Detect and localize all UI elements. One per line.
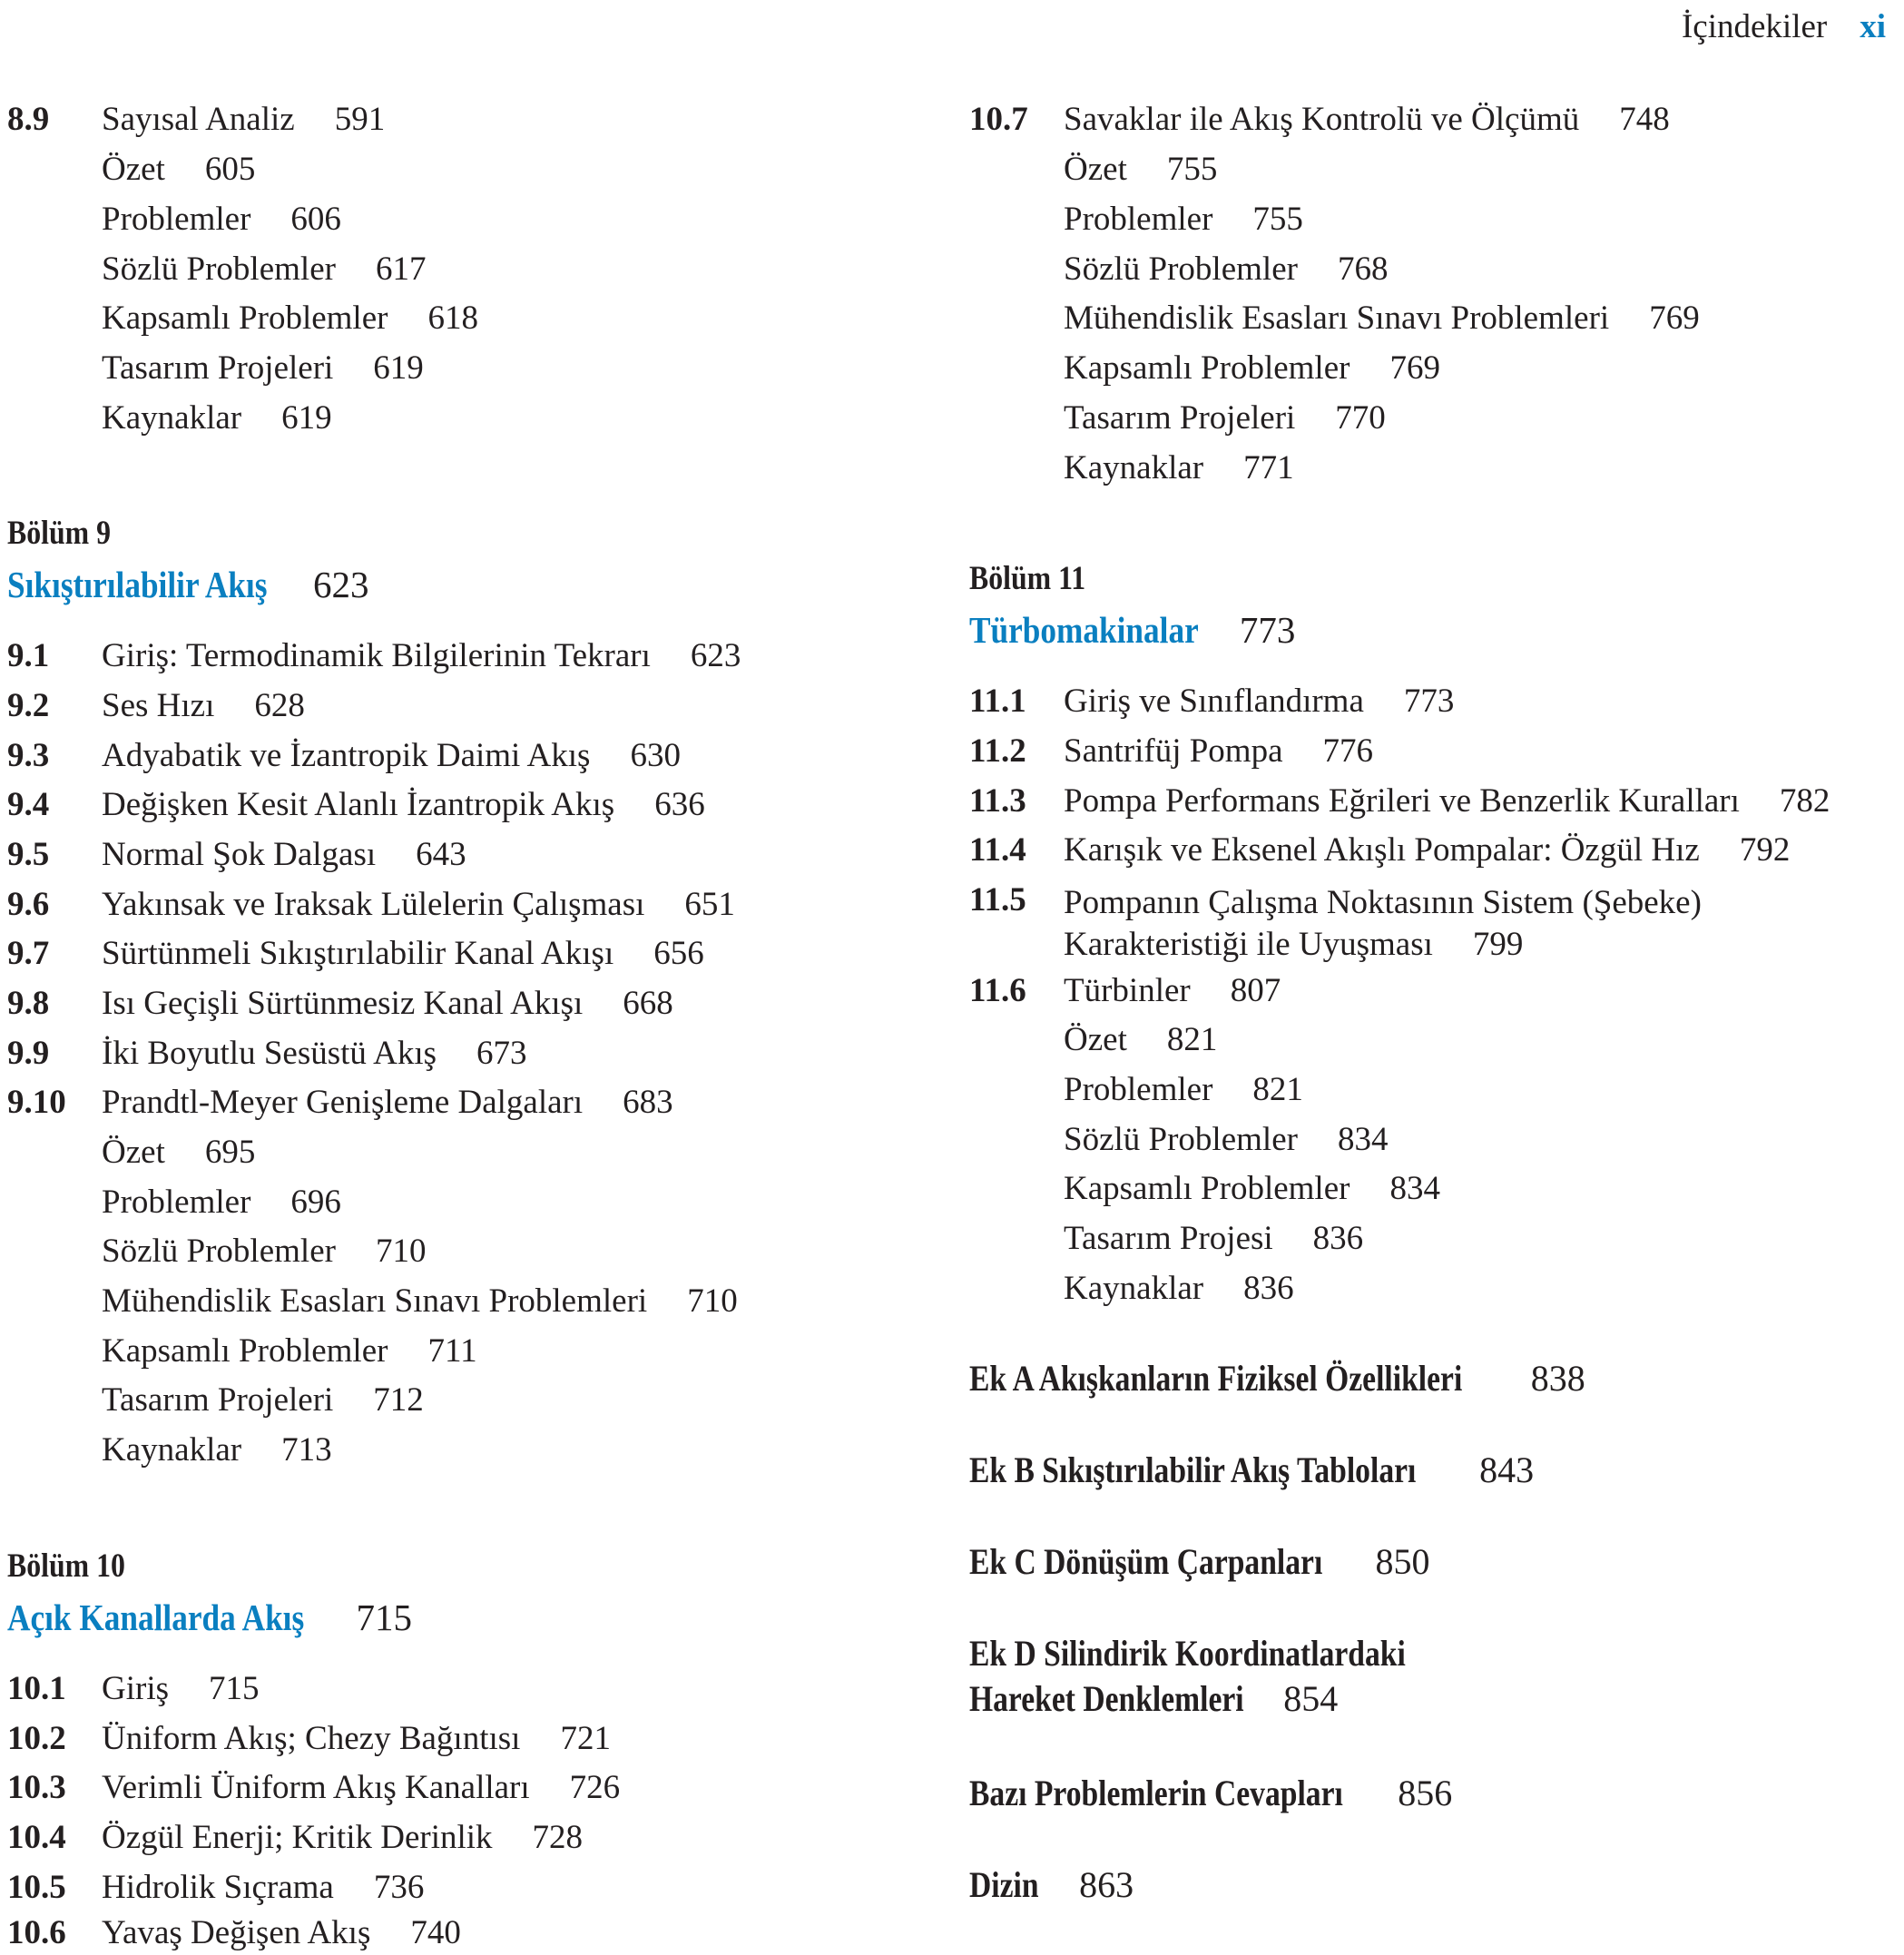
chapter-10-label: Bölüm 10 (7, 1547, 125, 1585)
page-ref: 770 (1335, 399, 1386, 437)
section-title: Özgül Enerji; Kritik Derinlik (102, 1819, 493, 1856)
section-title: Kaynaklar (1064, 449, 1204, 486)
section-title: Üniform Akış; Chezy Bağıntısı (102, 1720, 521, 1757)
page-ref: 728 (532, 1819, 584, 1856)
section-number: 9.1 (7, 637, 50, 674)
page-ref: 782 (1779, 782, 1830, 820)
appendix-title: Dizin (969, 1864, 1039, 1905)
page-ref: 651 (684, 886, 735, 923)
page-ref: 656 (653, 935, 704, 972)
section-title: Problemler (102, 201, 251, 238)
page-ref: 623 (690, 637, 741, 674)
section-title: Savaklar ile Akış Kontrolü ve Ölçümü (1064, 101, 1580, 138)
page-ref: 710 (375, 1233, 427, 1270)
page-ref: 695 (204, 1134, 256, 1171)
page-ref: 821 (1166, 1021, 1218, 1058)
page-ref: 619 (373, 349, 424, 387)
page-ref: 591 (334, 101, 386, 138)
section-title: Giriş ve Sınıflandırma (1064, 683, 1364, 720)
answers-section[interactable] (969, 1771, 1452, 1816)
page-ref: 643 (416, 836, 466, 873)
section-title: Kapsamlı Problemler (1064, 1170, 1350, 1207)
section-title: Problemler (1064, 1071, 1213, 1108)
page-ref: 683 (623, 1084, 673, 1121)
page-ref: 711 (427, 1332, 477, 1370)
section-title: Tasarım Projeleri (102, 349, 334, 387)
section-title: Verimli Üniform Akış Kanalları (102, 1769, 530, 1806)
section-number: 10.2 (7, 1720, 66, 1757)
section-number: 10.5 (7, 1869, 66, 1906)
section-title: Problemler (102, 1184, 251, 1221)
section-number: 9.5 (7, 836, 50, 873)
page-ref: 712 (373, 1381, 424, 1419)
chapter-9-label: Bölüm 9 (7, 515, 112, 552)
page-ref: 673 (476, 1035, 527, 1072)
appendix-b[interactable] (969, 1448, 1534, 1493)
section-title: Giriş: Termodinamik Bilgilerinin Tekrarı (102, 637, 651, 674)
page-ref: 836 (1243, 1270, 1294, 1307)
section-title: Sürtünmeli Sıkıştırılabilir Kanal Akışı (102, 935, 614, 972)
page-ref: 630 (630, 737, 681, 774)
page-ref: 843 (1479, 1449, 1535, 1490)
page-ref: 726 (569, 1769, 621, 1806)
section-title: Kaynaklar (1064, 1270, 1204, 1307)
page-ref: 623 (313, 564, 369, 605)
section-title: Yavaş Değişen Akış (102, 1914, 371, 1951)
section-number: 10.7 (969, 101, 1028, 138)
section-title: Özet (1064, 1021, 1127, 1058)
page-ref: 838 (1530, 1358, 1585, 1399)
appendix-c[interactable] (969, 1539, 1429, 1585)
page-ref: 628 (254, 687, 305, 724)
section-title: Hidrolik Sıçrama (102, 1869, 334, 1906)
chapter-11-title: Türbomakinalar (969, 609, 1199, 651)
page-ref: 636 (654, 786, 705, 823)
section-number: 9.7 (7, 935, 50, 972)
page-ref: 773 (1403, 683, 1455, 720)
section-title: Giriş (102, 1670, 169, 1707)
page-ref: 807 (1230, 972, 1281, 1009)
page-ref: 713 (281, 1431, 332, 1469)
section-title: Isı Geçişli Sürtünmesiz Kanal Akışı (102, 985, 584, 1022)
page-ref: 748 (1619, 101, 1670, 138)
section-number: 9.3 (7, 737, 50, 774)
section-title: Değişken Kesit Alanlı İzantropik Akış (102, 786, 615, 823)
chapter-11-heading[interactable] (969, 608, 1295, 652)
appendix-d[interactable] (969, 1631, 1488, 1722)
page-ref: 854 (1283, 1678, 1339, 1719)
section-title: Tasarım Projesi (1064, 1220, 1273, 1257)
section-title: Sözlü Problemler (1064, 251, 1298, 288)
page-ref: 605 (204, 151, 256, 188)
section-title: Sözlü Problemler (102, 251, 336, 288)
section-title-continued: Karakteristiği ile Uyuşması (1064, 926, 1433, 963)
section-number: 9.10 (7, 1084, 66, 1121)
page-ref: 617 (375, 251, 427, 288)
page-ref: 715 (209, 1670, 260, 1707)
section-number: 10.4 (7, 1819, 66, 1856)
section-title: Problemler (1064, 201, 1213, 238)
section-title: Adyabatik ve İzantropik Daimi Akış (102, 737, 591, 774)
page-ref: 606 (290, 201, 341, 238)
chapter-10-heading[interactable] (7, 1596, 412, 1639)
appendix-title: Ek D Silindirik Koordinatlardaki (969, 1633, 1406, 1674)
section-title: Pompa Performans Eğrileri ve Benzerlik Kuralları (1064, 782, 1740, 820)
section-title: Santrifüj Pompa (1064, 732, 1283, 770)
section-number: 9.9 (7, 1035, 50, 1072)
section-title: Özet (102, 151, 165, 188)
appendix-title: Ek B Sıkıştırılabilir Akış Tabloları (969, 1449, 1417, 1490)
page-ref: 773 (1239, 609, 1296, 651)
section-title: Pompanın Çalışma Noktasının Sistem (Şebeke) (1064, 884, 1702, 921)
section-number: 11.4 (969, 831, 1026, 869)
section-title: Kapsamlı Problemler (1064, 349, 1350, 387)
section-title: Yakınsak ve Iraksak Lülelerin Çalışması (102, 886, 645, 923)
section-number: 11.6 (969, 972, 1026, 1009)
page-ref: 769 (1649, 300, 1700, 337)
page-ref: 768 (1337, 251, 1389, 288)
index-section[interactable] (969, 1862, 1134, 1908)
page-number: xi (1860, 8, 1886, 45)
page-ref: 618 (427, 300, 478, 337)
section-title: Kapsamlı Problemler (102, 300, 388, 337)
appendix-title: Ek C Dönüşüm Çarpanları (969, 1541, 1323, 1582)
section-number: 8.9 (7, 101, 50, 138)
section-number: 10.1 (7, 1670, 66, 1707)
section-title: Kapsamlı Problemler (102, 1332, 388, 1370)
running-head (1682, 7, 1886, 46)
page-ref: 755 (1252, 201, 1303, 238)
section-number: 9.4 (7, 786, 50, 823)
section-number: 11.3 (969, 782, 1026, 820)
appendix-title-continued: Hareket Denklemleri (969, 1678, 1244, 1719)
page-ref: 834 (1337, 1121, 1389, 1158)
page-ref: 821 (1252, 1071, 1303, 1108)
section-title: Sözlü Problemler (102, 1233, 336, 1270)
chapter-9-heading[interactable] (7, 563, 369, 606)
section-number: 10.6 (7, 1914, 66, 1951)
page-ref: 856 (1398, 1773, 1453, 1813)
page-ref: 863 (1079, 1864, 1134, 1905)
section-title: İki Boyutlu Sesüstü Akış (102, 1035, 437, 1072)
section-number: 9.6 (7, 886, 50, 923)
chapter-9-title: Sıkıştırılabilir Akış (7, 564, 268, 605)
chapter-10-title: Açık Kanallarda Akış (7, 1596, 305, 1638)
page-ref: 799 (1472, 926, 1524, 963)
page-ref: 736 (373, 1869, 425, 1906)
appendix-title: Bazı Problemlerin Cevapları (969, 1773, 1343, 1813)
page-ref: 769 (1389, 349, 1440, 387)
appendix-title: Ek A Akışkanların Fiziksel Özellikleri (969, 1358, 1463, 1399)
page-ref: 792 (1739, 831, 1791, 869)
section-title: Özet (102, 1134, 165, 1171)
page-ref: 668 (623, 985, 673, 1022)
section-title: Kaynaklar (102, 399, 242, 437)
section-title: Normal Şok Dalgası (102, 836, 377, 873)
section-title: Ses Hızı (102, 687, 215, 724)
section-number: 11.1 (969, 683, 1026, 720)
page-ref: 850 (1375, 1541, 1430, 1582)
section-number: 11.2 (969, 732, 1026, 770)
section-title: Prandtl-Meyer Genişleme Dalgaları (102, 1084, 584, 1121)
page-ref: 619 (281, 399, 332, 437)
page-ref: 771 (1243, 449, 1294, 486)
section-title: Mühendislik Esasları Sınavı Problemleri (1064, 300, 1610, 337)
page-ref: 755 (1166, 151, 1218, 188)
page-ref: 721 (560, 1720, 611, 1757)
section-number: 9.2 (7, 687, 50, 724)
section-title: Tasarım Projeleri (102, 1381, 334, 1419)
section-title: Mühendislik Esasları Sınavı Problemleri (102, 1282, 648, 1320)
page-ref: 776 (1322, 732, 1374, 770)
section-title: Sayısal Analiz (102, 101, 295, 138)
page-ref: 834 (1389, 1170, 1440, 1207)
section-title: Özet (1064, 151, 1127, 188)
section-title: Kaynaklar (102, 1431, 242, 1469)
section-title: Sözlü Problemler (1064, 1121, 1298, 1158)
section-number: 11.5 (969, 881, 1026, 919)
page-ref: 710 (687, 1282, 738, 1320)
page-ref: 740 (410, 1914, 461, 1951)
page-ref: 696 (290, 1184, 341, 1221)
section-title: Türbinler (1064, 972, 1191, 1009)
section-title: Tasarım Projeleri (1064, 399, 1296, 437)
section-number: 9.8 (7, 985, 50, 1022)
running-head-title: İçindekiler (1681, 8, 1828, 45)
appendix-a[interactable] (969, 1356, 1585, 1401)
page-ref: 715 (356, 1596, 412, 1638)
chapter-11-label: Bölüm 11 (969, 560, 1086, 597)
section-number: 10.3 (7, 1769, 66, 1806)
page-ref: 836 (1312, 1220, 1364, 1257)
section-title: Karışık ve Eksenel Akışlı Pompalar: Özgül Hız (1064, 831, 1700, 869)
